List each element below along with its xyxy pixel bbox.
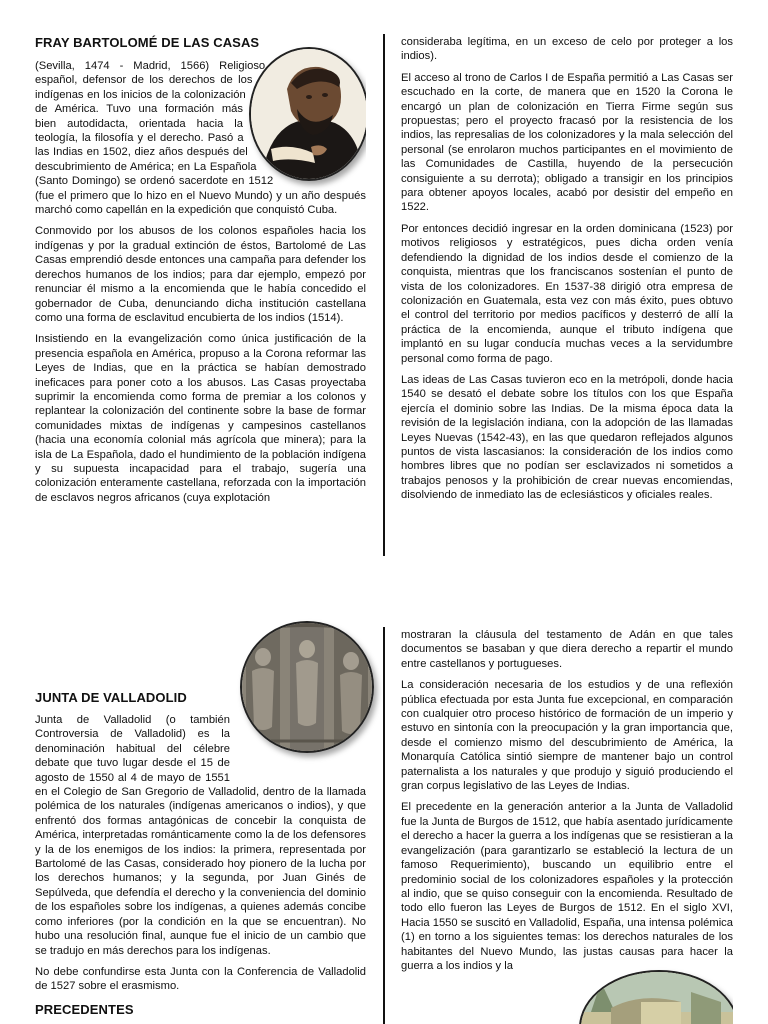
section2-column-divider xyxy=(383,627,385,1024)
section1-right-paragraph-3: Por entonces decidió ingresar en la orden dominicana (1523) por motivos religiosos y estratégicos, pues dicha orden venía defendiendo la dignidad de los indios desde el comienzo de la conquista, mientras que los franciscanos sostenían el punto de vista de los colonizadores. En 1537-38 dirigió otra empresa de colonización en Guatemala, esta vez con más éxito, pues obtuvo el control del territorio por medios pacíficos y desterró de allí la práctica de la encomienda, aunque el tributo indígena que implantó en su lugar conducía muchas veces a la servidumbre personal como forma de pago. xyxy=(401,222,733,365)
section1-left-column xyxy=(35,35,366,555)
section1-right-paragraph-2: El acceso al trono de Carlos I de España permitió a Las Casas ser escuchado en la corte, de manera que en 1520 la Corona le encargó un plan de colonización en Tierra Firme según sus propuestas; pero el proyecto fracasó por la resistencia de los indios, las represalias de los colonizadores y la mala selección del personal (se enrolaron muchos participantes en el movimiento de las Comunidades de Castilla, huyendo de la persecución consiguiente a su derrota); obligado a transigir en los principios para obtener apoyos locales, acabó por desistir del empeño en 1522. xyxy=(401,71,733,214)
section2-right-paragraph-1: mostraran la cláusula del testamento de Adán en que tales documentos se basaban y que diera derecho a repartir el mundo entre castellanos y portugueses. xyxy=(401,629,733,670)
section2-left-paragraph-1: Junta de Valladolid (o también Controversia de Valladolid) es la denominación habitual del célebre debate que tuvo lugar desde el 15 de agosto de 1550 al 4 de mayo de 1551 en el Colegio de San Gregorio de Valladolid, dentro de la llamada polémica de los naturales (indígenas americanos o indios), y que enfrentó dos formas antagónicas de concebir la conquista de América, interpretadas románticamente como la de los defensores y la de los enemigos de los indios: la primera, representada por Bartolomé de las Casas, considerado hoy pionero de la lucha por los derechos humanos; y la segunda, por Juan Ginés de Sepúlveda, que defendía el derecho y la conveniencia del dominio de los españoles sobre los indígenas, a quienes además concibe como inferiores (por la condición en la que se encuentran). No hubo una resolución final, aunque fue el inicio de un cambio que se tradujo en más derechos para los indígenas. xyxy=(35,714,366,957)
relief-text-wrap-spacer xyxy=(230,713,366,771)
section1-right-paragraph-4: Las ideas de Las Casas tuvieron eco en la metrópoli, donde hacia 1540 se desató el debate sobre los títulos con los que España ejercía el dominio sobre las Indias. De la misma época data la revisión de la legislación indiana, con la adopción de las llamadas Leyes Nuevas (1542-43), en las que quedaron reflejados algunos puntos de vista lascasianos: la consideración de los indios como hombres libres que no podían ser esclavizados ni sometidos a trabajos penosos y la prohibición de crear nuevas encomiendas, disolviendo de inmediato las de eclesiásticos y oficiales reales. xyxy=(401,373,733,502)
precedentes-heading: PRECEDENTES xyxy=(35,1001,134,1017)
section2-right-paragraph-3: El precedente en la generación anterior a la Junta de Valladolid fue la Junta de Burgos de 1512, que había asentado jurídicamente el derecho a hacer la guerra a los indígenas que se resistieran a la evangelización (para garantizarlo se estableció la lectura de un famoso Requerimiento), buscando un equilibrio entre el predominio social de los colonizadores españoles y la protección al indio, que se quiso conseguir con la encomienda. Resultado de todo ello fueron las Leyes de Burgos de 1512. En el siglo XVI, Hacia 1550 se suscitó en Valladolid, España, una intensa polémica (1) en torno a los siguientes temas: los derechos naturales de los habitantes del Nuevo Mundo, las justas causas para hacer la guerra a los indios y la xyxy=(401,801,733,972)
section2-right-column xyxy=(401,628,733,1024)
painting-image xyxy=(579,970,733,1024)
section1-right-column xyxy=(401,35,733,555)
section1-column-divider xyxy=(383,34,385,556)
section1-left-paragraph-1: (Sevilla, 1474 - Madrid, 1566) Religioso español, defensor de los derechos de los indígenas en los inicios de la colonización de América. Tuvo una formación más bien autodidacta, orientada hacia la teología, la filosofía y el derecho. Pasó a las Indias en 1502, diez años después del descubrimiento de América; en La Española (Santo Domingo) se ordenó sacerdote en 1512 (fue el primero que lo hizo en el Nuevo Mundo) y un año después marchó como capellán en la expedición que conquistó Cuba. xyxy=(35,60,366,217)
section2-title: JUNTA DE VALLADOLID xyxy=(35,690,187,705)
section2-right-paragraph-2: La consideración necesaria de los estudios y de una reflexión pública efectuada por esta Junta fue excepcional, en comparación con cualquier otro proceso histórico de formación de un imperio y estuvo en sintonía con la preocupación y la gran importancia que, desde el comienzo mismo del descubrimiento de América, la Monarquía Católica sintió siempre de mantener bajo un control paternalista a los naturales y que produjo y siguió produciendo el gran corpus legislativo de las Leyes de Indias. xyxy=(401,679,733,793)
portrait-illustration xyxy=(251,49,366,179)
section1-left-paragraph-2: Conmovido por los abusos de los colonos españoles hacia los indígenas y por la gradual extinción de éstos, Bartolomé de Las Casas emprendió desde entonces una campaña para defender los derechos humanos de los indios; para dar ejemplo, empezó por renunciar él mismo a la encomienda que le había concedido el gobernador de Cuba, denunciando dicha institución castellana como una forma de esclavitud encubierta de los indios (1514). xyxy=(35,225,366,324)
painting-illustration xyxy=(581,972,733,1024)
section1-right-paragraph-1: consideraba legítima, en un exceso de celo por proteger a los indios). xyxy=(401,36,733,63)
section2-left-column xyxy=(35,690,366,1024)
section2-left-paragraph-2: No debe confundirse esta Junta con la Conferencia de Valladolid de 1527 sobre el erasmismo. xyxy=(35,965,366,993)
portrait-image xyxy=(249,47,366,181)
section1-left-paragraph-3: Insistiendo en la evangelización como única justificación de la presencia española en América, propuso a la Corona reformar las Leyes de Indias, que en la práctica se habían demostrado ineficaces para poner coto a los abusos. Las Casas proyectaba suprimir la encomienda como forma de premiar a los colonos y replantear la colonización del continente sobre la base de formar comunidades mixtas de indígenas y campesinos castellanos (hacia una economía colonial más agrícola que minera); para la isla de La Española, dado el hundimiento de la población indígena y su supuesta incapacidad para el trabajo, sugería una colonización enteramente castellana, reforzada con la importación de esclavos negros africanos (cuya explotación xyxy=(35,333,366,504)
section1-title: FRAY BARTOLOMÉ DE LAS CASAS xyxy=(35,35,260,50)
